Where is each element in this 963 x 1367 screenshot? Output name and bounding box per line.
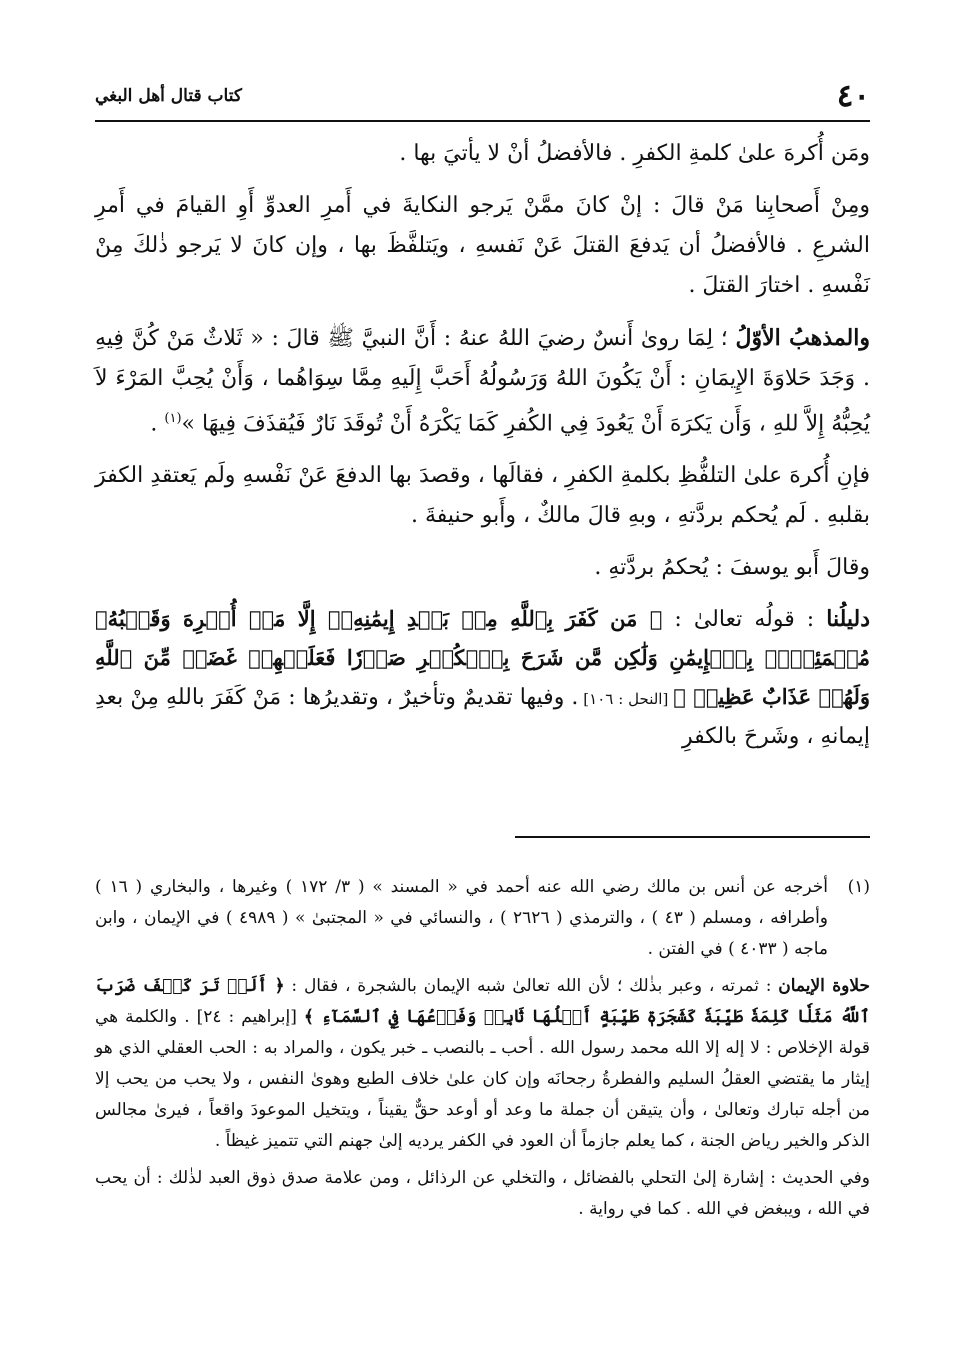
paragraph-3-end: . (150, 411, 165, 437)
paragraph-4: فإنِ أُكرهَ علىٰ التلفُّظِ بكلمةِ الكفرِ ، فقالَها ، وقصدَ بها الدفعَ عَنْ نَفْسهِ ولَم يَعتقدِ الكفرَ بقلبهِ . لَم يُحكم بردَّتهِ ، وبهِ قالَ مالكٌ ، وأَبو حنيفةَ . (95, 463, 870, 529)
paragraph-6-intro: : قولُه تعالىٰ : (662, 607, 827, 633)
footnotes (95, 872, 870, 1225)
paragraph-1: ومَن أُكرهَ علىٰ كلمةِ الكفرِ . فالأفضلُ أنْ لا يأتيَ بها . (399, 141, 870, 166)
paragraph-5: وقالَ أَبو يوسفَ : يُحكمُ بردَّتهِ . (594, 555, 870, 581)
paragraph-3-lead: والمذهبُ الأوّلُ (735, 325, 870, 351)
paragraph-6-rest: . وفيها تقديمٌ وتأخيرٌ ، وتقديرُها : مَنْ كَفَرَ باللهِ مِنْ بعدِ إيمانهِ ، وشَرحَ بالكفرِ (95, 685, 870, 750)
quran-verse: ﴿ مَن كَفَرَ بِٱللَّهِ مِنۢ بَعۡدِ إِيمَٰنِهِۦٓ إِلَّا مَنۡ أُكۡرِهَ وَقَلۡبُهُۥ مُطۡمَئِنُّۢ بِٱلۡإِيمَٰنِ وَلَٰكِن مَّن شَرَحَ بِٱلۡكُفۡرِ صَدۡرٗا فَعَلَيۡهِمۡ غَضَبٞ مِّنَ ٱللَّهِ وَلَهُمۡ عَذَابٌ عَظِيمٞ ﴾ (95, 606, 870, 710)
footnote-1-text: أخرجه عن أنس بن مالك رضي الله عنه أحمد في « المسند » ( ٣/ ١٧٢ ) وغيرها ، والبخاري ( ١٦ ) وأطرافه ، ومسلم ( ٤٣ ) ، والترمذي ( ٢٦٢٦ ) ، والنسائي في « المجتبىٰ » ( ٤٩٨٩ ) في الإيمان ، وابن ماجه ( ٤٠٣٣ ) في الفتن . (95, 877, 828, 959)
footnote-commentary (95, 971, 870, 1157)
footnote-rule (515, 836, 870, 838)
header-rule (95, 120, 870, 122)
main-text (95, 134, 870, 756)
page-number: ٤٠ (836, 78, 870, 114)
hadith-text: ؛ لِمَا روىٰ أَنسٌ رضيَ اللهُ عنهُ : أَنَّ النبيَّ ﷺ قالَ : « ثَلاثٌ مَنْ كُنَّ فِيهِ . وَجَدَ حَلاوَةَ الإِيمَانِ : أَنْ يَكُونَ اللهُ وَرَسُولُهُ أَحَبَّ إِلَيهِ مِمَّا سِوَاهُما ، وَأَنْ يُحِبَّ المَرْءَ لاَ يُحِبُّهُ إِلاَّ للهِ ، وَأَن يَكرَهَ أَنْ يَعُودَ فِي الكُفرِ كَمَا يَكْرَهُ أَنْ تُوقَدَ نَارٌ فَيُقذَفَ فِيهَا » (95, 326, 870, 437)
commentary-quran-verse: ﴿ أَلَمۡ تَرَ كَيۡفَ ضَرَبَ ٱللَّهُ مَثَلٗا كَلِمَةٗ طَيِّبَةٗ كَشَجَرَةٖ طَيِّبَةٍ أَصۡلُهَا ثَابِتٞ وَفَرۡعُهَا فِي ٱلسَّمَآءِ ﴾ (95, 976, 871, 1027)
footnote-1 (95, 872, 870, 965)
running-header (95, 78, 870, 114)
footnote-ref-1[interactable]: (١) (164, 411, 182, 426)
paragraph-3 (95, 318, 870, 444)
commentary-rest: [إبراهيم : ٢٤] . والكلمة هي قولة الإخلاص : لا إله إلا الله محمد رسول الله . أحب ـ بالنصب ـ خبر يكون ، والمراد به : الحب العقلي الذي هو إيثار ما يقتضي العقلُ السليم والفطرةُ رجحانَه وإن كان علىٰ خلاف الطبع وهوىٰ النفس ، ولا يحب من يحب إلا من أجله تبارك وتعالىٰ ، وأن يتيقن أن جملة ما وعد أو أوعد حقٌّ يقيناً ، ويتخيل الموعودَ واقعاً ، فيرىٰ مجالس الذكر والخير رياض الجنة ، كما يعلم جازماً أن العود في الكفر يرديه إلىٰ جهنم التي تتميز غيظاً . (95, 1007, 870, 1151)
commentary-lead: حلاوة الإيمان (778, 976, 870, 996)
commentary-text: : ثمرته ، وعبر بذٰلك ؛ لأن الله تعالىٰ شبه الإيمان بالشجرة ، فقال : (284, 976, 779, 996)
footnote-closing: وفي الحديث : إشارة إلىٰ التحلي بالفضائل ، والتخلي عن الرذائل ، ومن علامة صدق ذوق العبد لذٰلك : أن يحب في الله ، ويبغض في الله . كما في رواية . (95, 1168, 870, 1219)
footnote-1-number: (١) (847, 877, 870, 897)
verse-citation: [النحل : ١٠٦] (578, 690, 674, 709)
paragraph-6 (95, 600, 870, 756)
book-title: كتاب قتال أهل البغي (95, 86, 242, 106)
paragraph-2: ومِنْ أَصحابِنا مَنْ قالَ : إنْ كانَ ممَّنْ يَرجو النكايةَ في أَمرِ العدوِّ أَوِ القيامَ في أَمرِ الشرعِ . فالأفضلُ أن يَدفعَ القتلَ عَنْ نَفسهِ ، ويَتلفَّظَ بها ، وإن كانَ لا يَرجو ذٰلكَ مِنْ نَفْسهِ . اختارَ القتلَ . (95, 193, 870, 298)
paragraph-6-lead: دليلُنا (826, 606, 870, 633)
